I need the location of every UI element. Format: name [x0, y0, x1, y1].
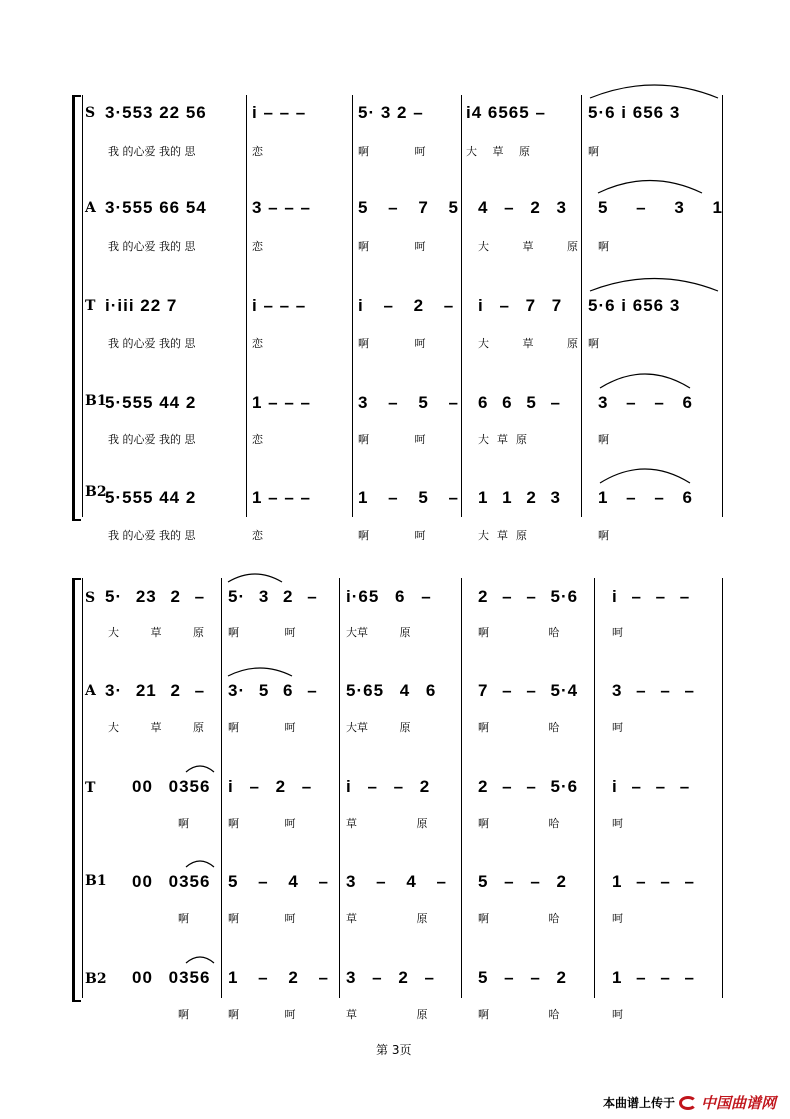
measure: 5·6 i 656 3 [588, 296, 681, 315]
measure: 5 – 3 1 [598, 198, 723, 217]
measure: 1 – – – [612, 968, 695, 987]
lyric: 大 草 原 [478, 337, 578, 350]
lyric: 大草原 [478, 529, 535, 542]
lyric: 恋 [252, 529, 263, 542]
voice-label: T [85, 780, 96, 796]
lyric: 我 的心爱 我的 思 [108, 433, 196, 446]
lyric: 我 的心爱 我的 思 [108, 337, 196, 350]
measure: 3 – – – [612, 681, 695, 700]
measure: 1 – – – [252, 488, 311, 507]
measure: 3·555 66 54 [105, 198, 207, 217]
measure: 00 0356 [132, 872, 211, 891]
page-number: 第 3页 [376, 1043, 412, 1057]
lyric: 大 草 原 [108, 626, 204, 639]
measure: 3 – 4 – [346, 872, 447, 891]
measure: 1 – 5 – [358, 488, 459, 507]
barline [461, 578, 462, 998]
measure: i – – – [252, 103, 307, 122]
measure: 5· 3 2 – [228, 587, 318, 606]
lyric: 大 草 原 [466, 145, 530, 158]
lyric: 啊 [178, 912, 189, 925]
site-name: 中国曲谱网 [700, 1094, 776, 1112]
lyric: 啊 呵 [228, 817, 296, 830]
lyric: 恋 [252, 337, 263, 350]
system-brace [72, 578, 81, 1002]
measure: 4 – 2 3 [478, 198, 567, 217]
lyric: 呵 [612, 912, 623, 925]
measure: 3· 21 2 – [105, 681, 206, 700]
lyric: 啊 呵 [228, 721, 296, 734]
measure: 5· 3 2 – [358, 103, 424, 122]
measure: 3 – – – [252, 198, 311, 217]
lyric: 啊 呵 [358, 529, 426, 542]
measure: i – 7 7 [478, 296, 563, 315]
barline [722, 578, 723, 998]
measure: i – 2 – [358, 296, 455, 315]
lyric: 大草 原 [346, 721, 411, 734]
lyric: 啊 呵 [358, 433, 426, 446]
measure: 00 0356 [132, 968, 211, 987]
measure: 1 – – – [612, 872, 695, 891]
lyric: 啊 [588, 145, 599, 158]
measure: i·65 6 – [346, 587, 432, 606]
system-brace [72, 95, 81, 521]
lyric: 啊 呵 [228, 1008, 296, 1021]
lyric: 啊 呵 [228, 626, 296, 639]
lyric: 啊 [588, 337, 599, 350]
measure: 3· 5 6 – [228, 681, 318, 700]
lyric: 草 原 [346, 817, 428, 830]
lyric: 啊 呵 [358, 240, 426, 253]
voice-label: S [85, 590, 96, 606]
measure: i4 6565 – [466, 103, 546, 122]
measure: i – – – [612, 777, 691, 796]
measure: 3·553 22 56 [105, 103, 207, 122]
lyric: 我 的心爱 我的 思 [108, 529, 196, 542]
measure: 5 – 7 5 [358, 198, 459, 217]
measure: 00 0356 [132, 777, 211, 796]
lyric: 大草 原 [346, 626, 411, 639]
lyric: 呵 [612, 817, 623, 830]
measure: 5·6 i 656 3 [588, 103, 681, 122]
lyric: 啊 [178, 1008, 189, 1021]
measure: 5 – – 2 [478, 872, 567, 891]
lyric: 啊 哈 [478, 817, 560, 830]
lyric: 恋 [252, 145, 263, 158]
lyric: 呵 [612, 721, 623, 734]
lyric: 大 草 原 [108, 721, 204, 734]
barline [461, 95, 462, 517]
lyric: 草 原 [346, 912, 428, 925]
voice-label: B2 [85, 971, 107, 987]
lyric: 啊 哈 [478, 912, 560, 925]
system-line [82, 95, 83, 517]
barline [339, 578, 340, 998]
lyric: 啊 呵 [358, 337, 426, 350]
lyric: 我 的心爱 我的 思 [108, 145, 196, 158]
lyric: 啊 [178, 817, 189, 830]
site-logo-icon [679, 1096, 697, 1110]
measure: i – – 2 [346, 777, 431, 796]
measure: i – – – [252, 296, 307, 315]
lyric: 草 原 [346, 1008, 428, 1021]
measure: 1 1 2 3 [478, 488, 561, 507]
barline [352, 95, 353, 517]
measure: 2 – – 5·6 [478, 777, 579, 796]
measure: i – – – [612, 587, 691, 606]
measure: 6 6 5 – [478, 393, 561, 412]
voice-label: B1 [85, 873, 107, 889]
barline [246, 95, 247, 517]
lyric: 我 的心爱 我的 思 [108, 240, 196, 253]
system-line [82, 578, 83, 998]
lyric: 啊 呵 [358, 145, 426, 158]
measure: i – 2 – [228, 777, 313, 796]
lyric: 啊 哈 [478, 1008, 560, 1021]
upload-text: 本曲谱上传于 [602, 1096, 675, 1110]
measure: 5·65 4 6 [346, 681, 437, 700]
barline [581, 95, 582, 517]
voice-label: T [85, 298, 96, 314]
measure: 1 – – 6 [598, 488, 693, 507]
barline [594, 578, 595, 998]
lyric: 啊 [598, 240, 609, 253]
lyric: 啊 [598, 529, 609, 542]
measure: 5·555 44 2 [105, 488, 197, 507]
measure: 1 – – – [252, 393, 311, 412]
site-credit[interactable] [603, 1092, 776, 1113]
measure: 5 – – 2 [478, 968, 567, 987]
measure: 3 – 2 – [346, 968, 435, 987]
lyric: 恋 [252, 433, 263, 446]
lyric: 啊 呵 [228, 912, 296, 925]
lyric: 呵 [612, 1008, 623, 1021]
lyric: 大 草 原 [478, 240, 578, 253]
lyric: 啊 哈 [478, 626, 560, 639]
measure: 2 – – 5·6 [478, 587, 579, 606]
voice-label: B1 [85, 393, 107, 409]
measure: 5·555 44 2 [105, 393, 197, 412]
barline [722, 95, 723, 517]
measure: i·iii 22 7 [105, 296, 178, 315]
lyric: 啊 哈 [478, 721, 560, 734]
measure: 7 – – 5·4 [478, 681, 579, 700]
barline [221, 578, 222, 998]
measure: 5· 23 2 – [105, 587, 206, 606]
measure: 5 – 4 – [228, 872, 329, 891]
voice-label: B2 [85, 484, 107, 500]
lyric: 大草原 [478, 433, 535, 446]
measure: 3 – 5 – [358, 393, 459, 412]
voice-label: A [85, 200, 96, 216]
measure: 3 – – 6 [598, 393, 693, 412]
lyric: 呵 [612, 626, 623, 639]
voice-label: A [85, 683, 96, 699]
voice-label: S [85, 105, 96, 121]
lyric: 啊 [598, 433, 609, 446]
measure: 1 – 2 – [228, 968, 329, 987]
lyric: 恋 [252, 240, 263, 253]
